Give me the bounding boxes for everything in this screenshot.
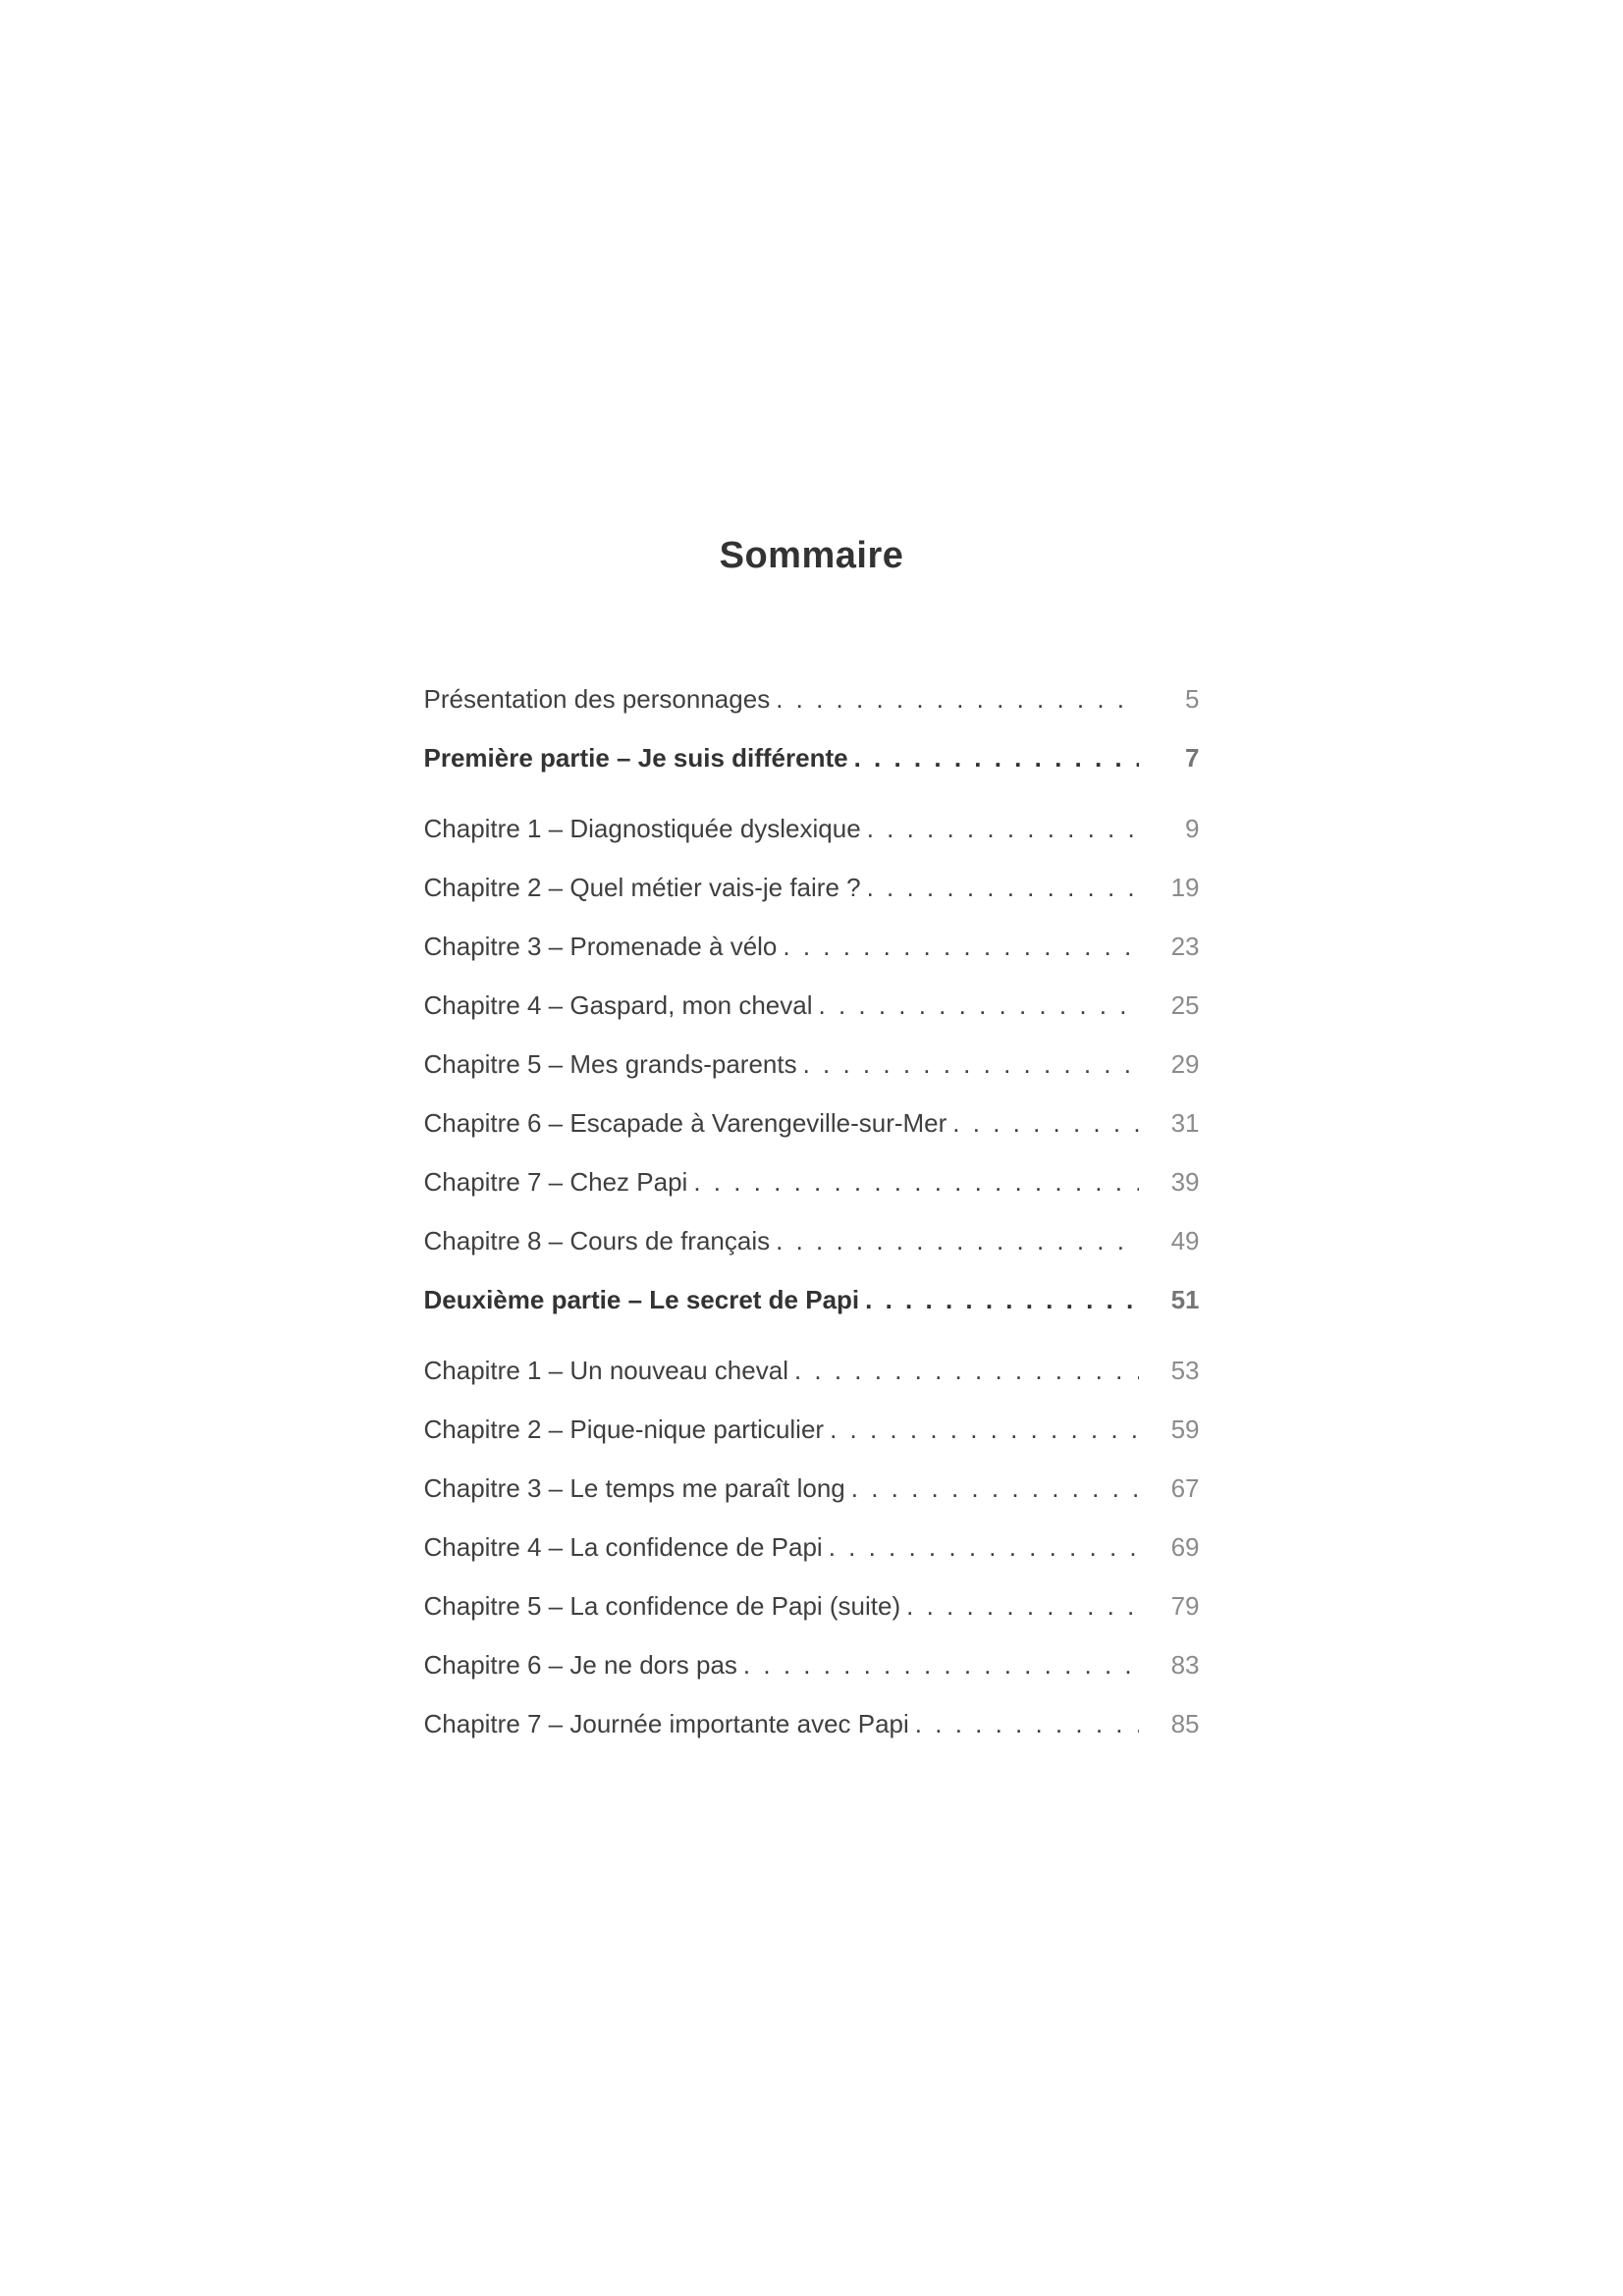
toc-entry-label: Première partie – Je suis différente bbox=[423, 743, 848, 773]
toc-entry bbox=[424, 1047, 1200, 1081]
toc-page-number: 25 bbox=[1170, 990, 1200, 1020]
toc-entry bbox=[424, 682, 1200, 716]
toc-page-number: 49 bbox=[1170, 1226, 1200, 1255]
toc-entry bbox=[424, 871, 1200, 904]
toc-entry bbox=[424, 988, 1200, 1022]
toc-entry bbox=[424, 1648, 1200, 1682]
toc-page-number: 53 bbox=[1170, 1356, 1200, 1385]
toc-entry bbox=[424, 1106, 1200, 1140]
toc-entry-label: Chapitre 1 – Un nouveau cheval bbox=[423, 1356, 788, 1385]
toc-list bbox=[424, 682, 1200, 1740]
toc-entry bbox=[424, 1471, 1200, 1505]
toc-dot-leader bbox=[783, 930, 1138, 963]
toc-entry-label: Chapitre 3 – Promenade à vélo bbox=[423, 932, 778, 961]
toc-page-number: 31 bbox=[1170, 1108, 1200, 1138]
toc-dot-leader bbox=[865, 1283, 1138, 1316]
toc-entry-label: Deuxième partie – Le secret de Papi bbox=[423, 1285, 860, 1314]
toc-entry bbox=[424, 1165, 1200, 1199]
toc-page-number: 51 bbox=[1170, 1285, 1200, 1314]
toc-entry-label: Chapitre 8 – Cours de français bbox=[423, 1226, 771, 1255]
toc-entry-label: Chapitre 4 – La confidence de Papi bbox=[423, 1532, 823, 1562]
toc-dot-leader bbox=[830, 1413, 1138, 1446]
page-title: Sommaire bbox=[719, 535, 904, 576]
toc-entry-label: Chapitre 7 – Journée importante avec Papi bbox=[423, 1709, 909, 1738]
toc-dot-leader bbox=[693, 1165, 1138, 1199]
toc-dot-leader bbox=[776, 1224, 1138, 1257]
toc-entry-label: Chapitre 2 – Quel métier vais-je faire ? bbox=[423, 873, 861, 902]
toc-entry-label: Chapitre 6 – Escapade à Varengeville-sur-Mer bbox=[423, 1108, 947, 1138]
toc-entry-label: Chapitre 5 – La confidence de Papi (suite) bbox=[423, 1591, 901, 1621]
toc-entry-label: Chapitre 1 – Diagnostiquée dyslexique bbox=[423, 814, 861, 843]
toc-entry-label: Présentation des personnages bbox=[423, 684, 771, 714]
toc-dot-leader bbox=[854, 741, 1139, 774]
toc-entry-label: Chapitre 2 – Pique-nique particulier bbox=[423, 1415, 825, 1444]
toc-dot-leader bbox=[829, 1530, 1139, 1564]
toc-entry bbox=[424, 741, 1200, 774]
toc-entry bbox=[424, 1530, 1200, 1564]
toc-entry bbox=[424, 1224, 1200, 1257]
toc-entry-label: Chapitre 6 – Je ne dors pas bbox=[423, 1650, 737, 1680]
toc-entry bbox=[424, 1707, 1200, 1740]
toc-page-number: 7 bbox=[1185, 743, 1200, 773]
toc-entry bbox=[424, 1589, 1200, 1623]
toc-page-number: 5 bbox=[1185, 684, 1200, 714]
toc-dot-leader bbox=[803, 1047, 1139, 1081]
toc-dot-leader bbox=[915, 1707, 1139, 1740]
toc-entry bbox=[424, 930, 1200, 963]
toc-dot-leader bbox=[819, 988, 1139, 1022]
toc-entry-label: Chapitre 4 – Gaspard, mon cheval bbox=[423, 990, 813, 1020]
toc-page-number: 23 bbox=[1170, 932, 1200, 961]
toc-dot-leader bbox=[867, 812, 1139, 845]
toc-page-number: 85 bbox=[1170, 1709, 1200, 1738]
toc-entry-label: Chapitre 3 – Le temps me paraît long bbox=[423, 1473, 845, 1503]
toc-entry bbox=[424, 1354, 1200, 1387]
toc-entry-label: Chapitre 7 – Chez Papi bbox=[423, 1167, 688, 1197]
toc-page-number: 39 bbox=[1170, 1167, 1200, 1197]
toc-dot-leader bbox=[776, 682, 1138, 716]
toc-dot-leader bbox=[743, 1648, 1139, 1682]
toc-page-number: 69 bbox=[1170, 1532, 1200, 1562]
toc-page-number: 83 bbox=[1170, 1650, 1200, 1680]
toc-dot-leader bbox=[794, 1354, 1139, 1387]
toc-dot-leader bbox=[851, 1471, 1139, 1505]
toc-dot-leader bbox=[867, 871, 1139, 904]
toc-page-number: 67 bbox=[1170, 1473, 1200, 1503]
toc-entry-label: Chapitre 5 – Mes grands-parents bbox=[423, 1049, 797, 1079]
toc-dot-leader bbox=[906, 1589, 1138, 1623]
toc-dot-leader bbox=[952, 1106, 1138, 1140]
toc-page-number: 29 bbox=[1170, 1049, 1200, 1079]
toc-entry bbox=[424, 1413, 1200, 1446]
toc-page-number: 59 bbox=[1170, 1415, 1200, 1444]
toc-entry bbox=[424, 1283, 1200, 1316]
toc-page-number: 79 bbox=[1170, 1591, 1200, 1621]
toc-page-number: 19 bbox=[1170, 873, 1200, 902]
toc-entry bbox=[424, 812, 1200, 845]
toc-page-number: 9 bbox=[1185, 814, 1200, 843]
